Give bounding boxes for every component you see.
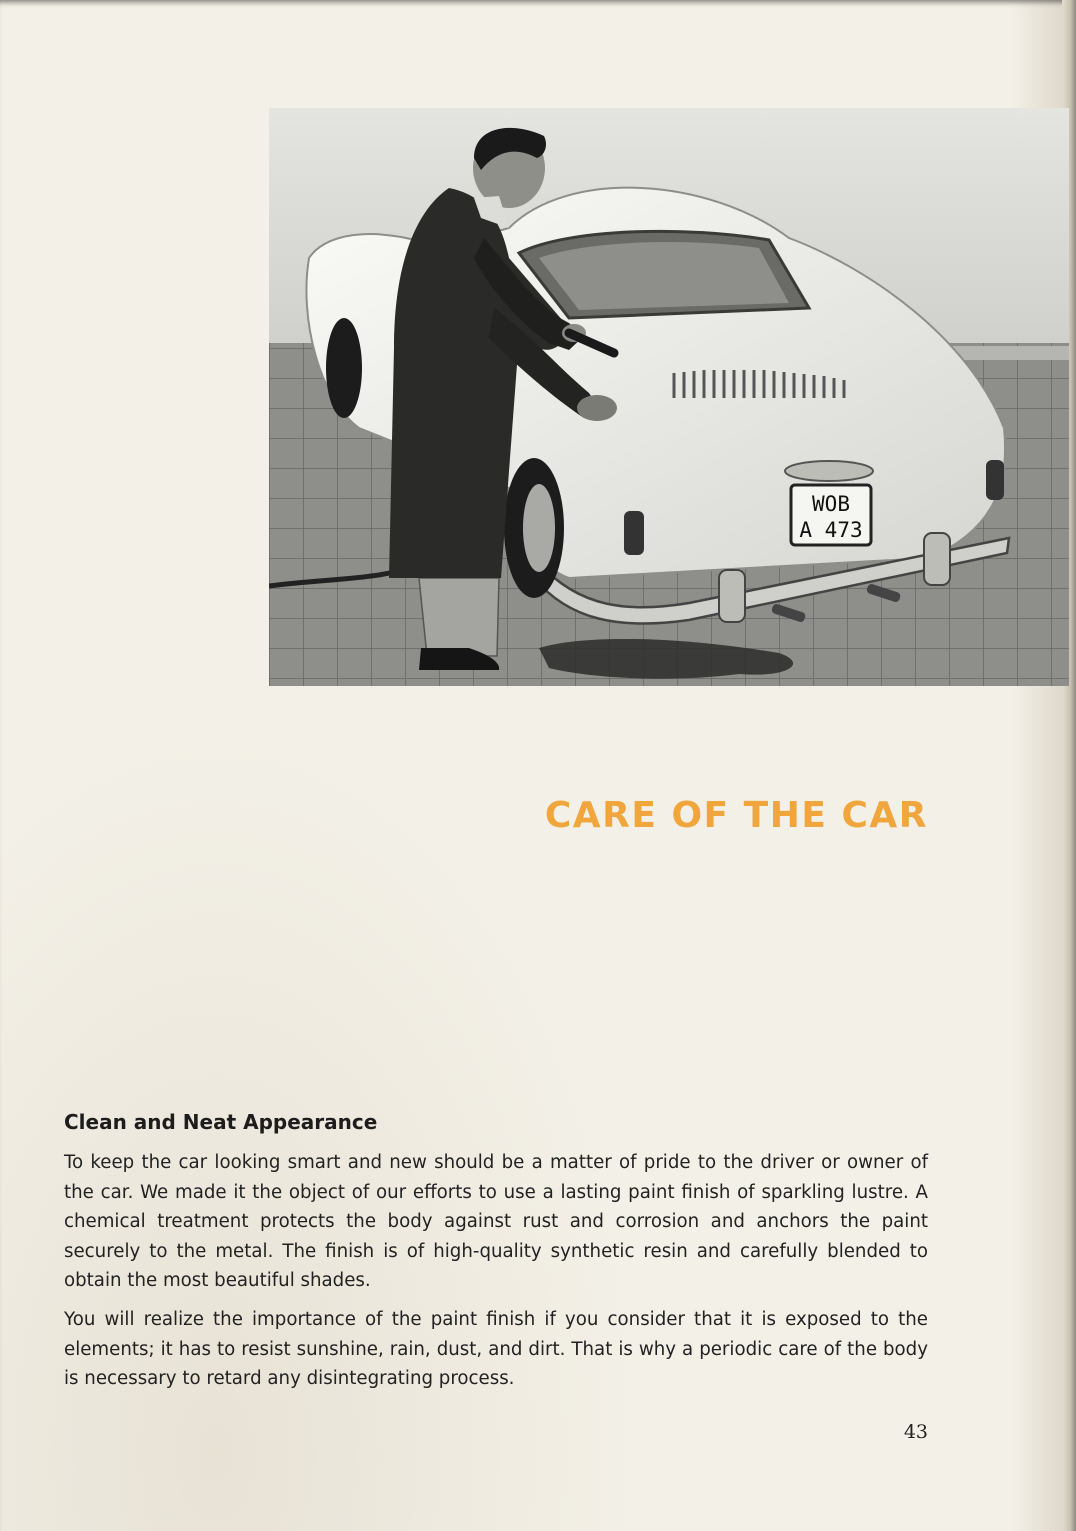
subheading: Clean and Neat Appearance <box>64 1110 378 1134</box>
body-paragraph: You will realize the importance of the paint finish if you consider that it is exposed to the elements; it has to resist sunshine, rain, dust, and dirt. That is why a periodic care of the body is necessary to retard any disintegrating process. <box>64 1309 928 1389</box>
license-plate-line-2: A 473 <box>799 518 863 542</box>
section-title: CARE OF THE CAR <box>544 795 928 836</box>
page-number: 43 <box>903 1421 928 1443</box>
license-plate-line-1: WOB <box>812 492 850 516</box>
car-care-photo <box>269 108 1069 686</box>
body-paragraph: To keep the car looking smart and new should be a matter of pride to the driver or owner of the car. We made it the object of our efforts to use a lasting paint finish of sparkling lustre. A chemical treatment protects the body against rust and corrosion and anchors the paint securely to the metal. The finish is of high-quality synthetic resin and carefully blended to obtain the most beautiful shades. <box>64 1152 928 1291</box>
